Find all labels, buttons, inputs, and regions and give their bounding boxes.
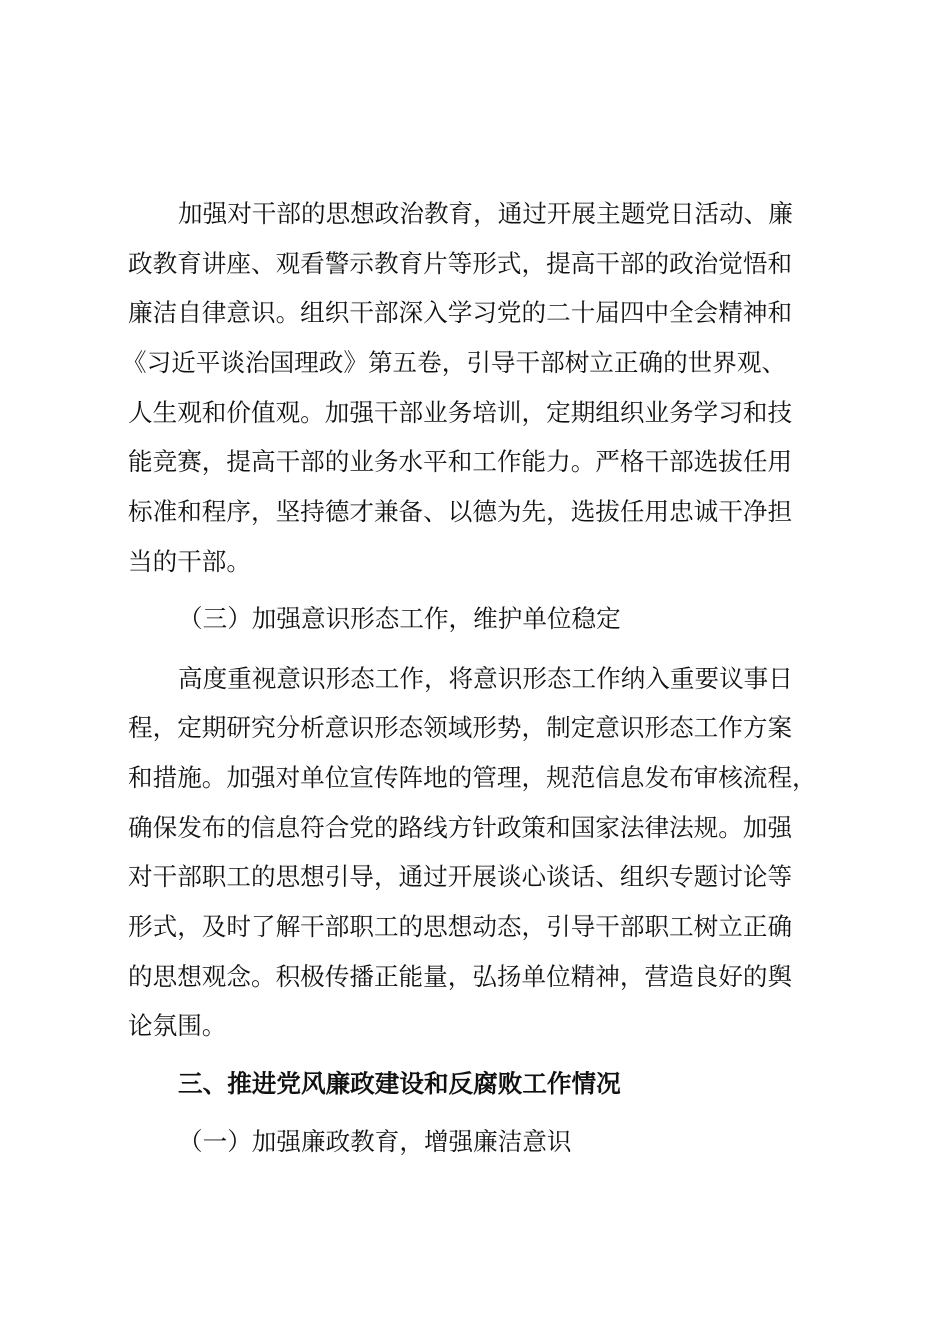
section-heading-anti-corruption: 三、推进党风廉政建设和反腐败工作情况 <box>178 1069 621 1098</box>
paragraph-line: 当的干部。 <box>128 547 251 576</box>
paragraph-line: 能竞赛，提高干部的业务水平和工作能力。严格干部选拔任用 <box>128 447 793 476</box>
subheading-integrity-education: （一）加强廉政教育，增强廉洁意识 <box>178 1127 572 1156</box>
paragraph-line: 加强对干部的思想政治教育，通过开展主题党日活动、廉 <box>178 199 793 228</box>
paragraph-line: 形式，及时了解干部职工的思想动态，引导干部职工树立正确 <box>128 912 793 941</box>
paragraph-line: 和措施。加强对单位宣传阵地的管理，规范信息发布审核流程， <box>128 763 817 792</box>
paragraph-line: 的思想观念。积极传播正能量，弘扬单位精神，营造良好的舆 <box>128 962 793 991</box>
paragraph-line: 廉洁自律意识。组织干部深入学习党的二十届四中全会精神和 <box>128 298 793 327</box>
paragraph-line: 人生观和价值观。加强干部业务培训，定期组织业务学习和技 <box>128 398 793 427</box>
paragraph-line: 标准和程序，坚持德才兼备、以德为先，选拔任用忠诚干净担 <box>128 497 793 526</box>
paragraph-line: 政教育讲座、观看警示教育片等形式，提高干部的政治觉悟和 <box>128 249 793 278</box>
subheading-ideology-work: （三）加强意识形态工作，维护单位稳定 <box>178 604 621 633</box>
paragraph-line: 论氛围。 <box>128 1011 227 1040</box>
paragraph-line: 确保发布的信息符合党的路线方针政策和国家法律法规。加强 <box>128 813 793 842</box>
paragraph-line: 高度重视意识形态工作，将意识形态工作纳入重要议事日 <box>178 664 793 693</box>
paragraph-line: 对干部职工的思想引导，通过开展谈心谈话、组织专题讨论等 <box>128 862 793 891</box>
paragraph-line: 《习近平谈治国理政》第五卷，引导干部树立正确的世界观、 <box>122 348 787 377</box>
paragraph-line: 程，定期研究分析意识形态领域形势，制定意识形态工作方案 <box>128 713 793 742</box>
